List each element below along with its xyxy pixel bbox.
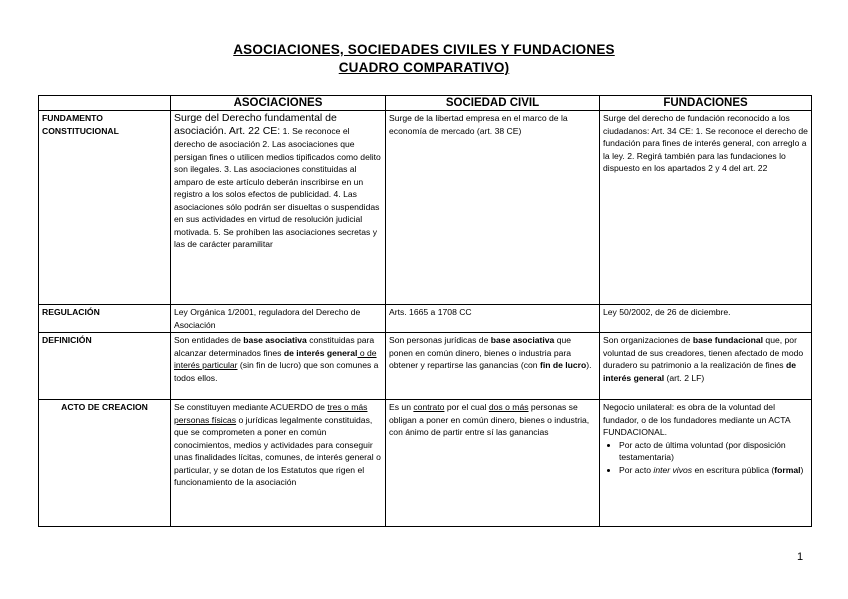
table-header-row [39,96,812,111]
table-row-acto [39,400,812,527]
column-header-sociedad-civil: SOCIEDAD CIVIL [386,96,600,111]
cell-fundamento-asociaciones [171,111,386,305]
def-asoc-underline: o de interés particular [174,347,377,370]
cell-regulacion-asociaciones: Ley Orgánica 1/2001, reguladora del Derecho de Asociación [171,305,386,333]
cell-definicion-asociaciones [171,333,386,400]
list-item: • Por acto de última voluntad (por disposición testamentaria) [619,439,808,464]
def-soc-bold: base asociativa [490,335,555,345]
document-title: ASOCIACIONES, SOCIEDADES CIVILES Y FUNDACIONES [233,42,615,57]
def-asoc-text: Son entidades de [174,335,244,345]
corner-cell [39,96,171,111]
table-row-definicion [39,333,812,400]
acto-fund-b2-text2: en escritura pública ( [692,464,775,475]
fundamento-asoc-intro: Surge del Derecho fundamental de asociación. Art. 22 CE: [174,112,337,137]
acto-fund-b2-text: Por acto [619,464,654,475]
def-soc-text3: ). [586,360,592,370]
acto-asoc-text2: o jurídicas legalmente constituidas, que se comprometen a poner en común conocimientos, medios y actividades para conseguir unas finalidades lícitas, comunes, de interés general o particular, y se dotan de los Estatutos que rigen el funcionamiento de la asociación [174,414,381,487]
def-asoc-bold: base asociativa [243,335,307,345]
def-asoc-text2: constituidas para alcanzar determinados fines [174,335,375,358]
acto-fund-intro: Negocio unilateral: es obra de la voluntad del fundador, o de los fundadores mediante un ACTA FUNDACIONAL. [603,402,791,437]
fundamento-asoc-text: 1. Se reconoce el derecho de asociación 2. Las asociaciones que persigan fines o utilicen medios tipificados como delito son ilegales. 3. Las asociaciones constituidas al amparo de este artículo deberán inscribirse en un registro a los solos efectos de publicidad. 4. Las asociaciones sólo podrán ser disueltas o suspendidas en sus actividades en virtud de resolución judicial motivada. 5. Se prohíben las asociaciones secretas y las de carácter paramilitar [174,126,381,249]
cell-fundamento-sociedad: Surge de la libertad empresa en el marco de la economía de mercado (art. 38 CE) [386,111,600,305]
column-header-fundaciones: FUNDACIONES [600,96,812,111]
def-asoc-text3: (sin fin de lucro) que son comunes a todos ellos. [174,360,379,383]
document-subtitle: CUADRO COMPARATIVO) [338,60,510,75]
row-label-fundamento: FUNDAMENTO CONSTITUCIONAL [39,111,171,305]
cell-definicion-sociedad [386,333,600,400]
table-row-fundamento [39,111,812,305]
def-soc-text: Son personas jurídicas de [389,335,491,345]
row-label-definicion: DEFINICIÓN [39,333,171,400]
def-fund-text2: que, por voluntad de sus creadores, tienen afectado de modo duradero su patrimonio a la realización de fines [603,335,804,370]
acto-soc-text3: personas se obligan a poner en común dinero, bienes o industria, con ánimo de partir entre sí las ganancias [389,402,590,437]
page-number: 1 [797,551,804,563]
cell-acto-asociaciones [171,400,386,527]
acto-soc-underline: contrato [413,402,445,412]
cell-acto-fundaciones [600,400,812,527]
def-soc-text2: que ponen en común dinero, bienes o industria para obtener y repartirse las ganancias (con [389,335,572,370]
def-fund-bold2: de interés general [603,360,796,383]
def-fund-bold: base fundacional [692,335,764,345]
list-item [619,464,808,477]
def-fund-text: Son organizaciones de [603,335,693,345]
comparison-table [38,95,812,527]
acto-fund-list [603,439,808,477]
cell-acto-sociedad [386,400,600,527]
cell-definicion-fundaciones [600,333,812,400]
acto-fund-b2-italic: inter vivos [653,464,693,475]
cell-regulacion-fundaciones: Ley 50/2002, de 26 de diciembre. [600,305,812,333]
acto-asoc-text: Se constituyen mediante ACUERDO de [174,402,328,412]
table-row-regulacion [39,305,812,333]
acto-asoc-underline: tres o más personas físicas [174,402,368,425]
def-asoc-bold2: de interés general [283,347,358,358]
acto-fund-b2-bold: formal [774,464,801,475]
def-fund-text3: (art. 2 LF) [664,372,705,383]
row-label-acto: ACTO DE CREACION [39,400,171,527]
def-soc-bold2: fin de lucro [539,360,587,370]
acto-soc-text2: por el cual [444,402,489,412]
acto-soc-underline2: dos o más [488,402,529,412]
column-header-asociaciones: ASOCIACIONES [171,96,386,111]
cell-fundamento-fundaciones: Surge del derecho de fundación reconocido a los ciudadanos: Art. 34 CE: 1. Se reconoce el derecho de fundación para fines de interés general, con arreglo a la ley. 2. Regirá también para las fundaciones lo dispuesto en los apartados 2 y 4 del art. 22 [600,111,812,305]
acto-fund-b2-text3: ) [800,464,804,475]
acto-soc-text: Es un [389,402,414,412]
row-label-regulacion: REGULACIÓN [39,305,171,333]
cell-regulacion-sociedad: Arts. 1665 a 1708 CC [386,305,600,333]
